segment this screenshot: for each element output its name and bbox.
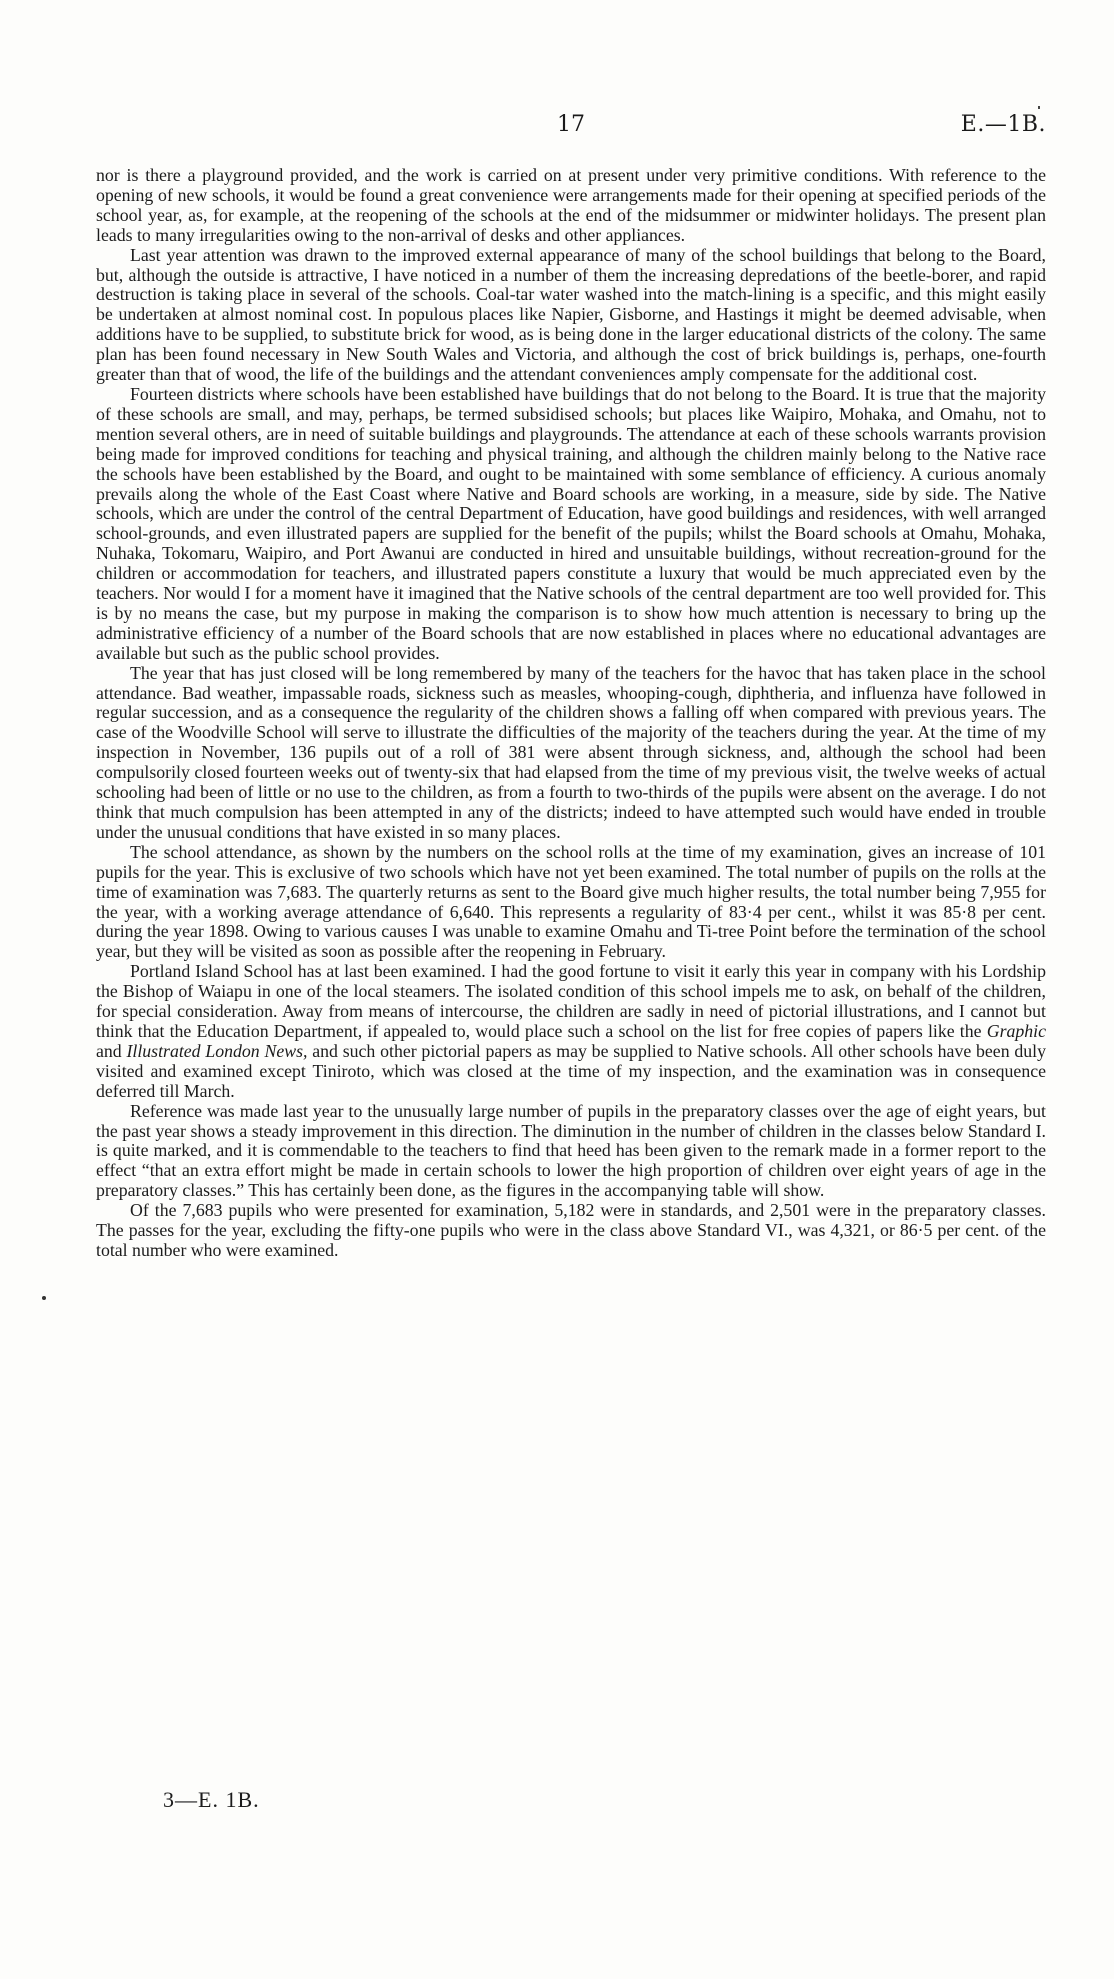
paragraph-text: Last year attention was drawn to the improved external appearance of many of the school buildings that belong to the Board, but, although the outside is attractive, I have noticed in a number of them the increasing depredations of the beetle-borer, and rapid destruction is taking place in several of the schools. Coal-tar water washed into the match-lining is a specific, and this might easily be undertaken at almost nominal cost. In populous places like Napier, Gisborne, and Hastings it might be deemed advisable, when additions have to be supplied, to substitute brick for wood, as is being done in the larger educational districts of the colony. The same plan has been found necessary in New South Wales and Victoria, and although the cost of brick buildings is, perhaps, one-fourth greater than that of wood, the life of the buildings and the attendant conveniences amply compensate for the additional cost. xyxy=(96,244,1046,385)
paragraph xyxy=(96,1102,1046,1202)
footer-signature: 3—E. 1B. xyxy=(163,1787,260,1812)
paragraph-text: and xyxy=(96,1040,127,1061)
paragraph-text: nor is there a playground provided, and the work is carried on at present under very primitive conditions. With reference to the opening of new schools, it would be found a great convenience were arrangements made for their opening at specified periods of the school year, as, for example, at the reopening of the schools at the end of the midsummer or midwinter holidays. The present plan leads to many irregularities owing to the non-arrival of desks and other appliances. xyxy=(96,165,1046,245)
page-number: 17 xyxy=(557,112,585,137)
paragraph-text: Fourteen districts where schools have been established have buildings that do not belong to the Board. It is true that the majority of these schools are small, and may, perhaps, be termed subsidised schools; but places like Waipiro, Mohaka, and Omahu, not to mention several others, are in need of suitable buildings and playgrounds. The attendance at each of these schools warrants provision being made for improved conditions for teaching and physical training, and although the children mainly belong to the Native race the schools have been established by the Board, and ought to be maintained with some semblance of efficiency. A curious anomaly prevails along the whole of the East Coast where Native and Board schools are working, in a measure, side by side. The Native schools, which are under the control of the central Department of Education, have good buildings and residences, with well arranged school-grounds, and even illustrated papers are supplied for the benefit of the pupils; whilst the Board schools at Omahu, Mohaka, Nuhaka, Tokomaru, Waipiro, and Port Awanui are conducted in hired and unsuitable buildings, without recreation-ground for the children or accommodation for teachers, and illustrated papers constitute a luxury that would be much appreciated even by the teachers. Nor would I for a moment have it imagined that the Native schools of the central department are too well provided for. This is by no means the case, but my purpose in making the comparison is to show how much attention is necessary to bring up the administrative efficiency of a number of the Board schools that are now established in places where no educational advantages are available but such as the public school provides. xyxy=(96,383,1046,663)
paragraph-text: Reference was made last year to the unusually large number of pupils in the preparatory classes over the age of eight years, but the past year shows a steady improvement in this direction. The diminution in the number of children in the classes below Standard I. is quite marked, and it is commendable to the teachers to find that heed has been given to the remark made in a former report to the effect “that an extra effort might be made in certain schools to lower the high proportion of children over eight years of age in the preparatory classes.” This has certainly been done, as the figures in the accompanying table will show. xyxy=(96,1100,1046,1201)
paragraph-text: The school attendance, as shown by the numbers on the school rolls at the time of my examination, gives an increase of 101 pupils for the year. This is exclusive of two schools which have not yet been examined. The total number of pupils on the rolls at the time of examination was 7,683. The quarterly returns as sent to the Board give much higher results, the total number being 7,955 for the year, with a working average attendance of 6,640. This represents a regularity of 83·4 per cent., whilst it was 85·8 per cent. during the year 1898. Owing to various causes I was unable to examine Omahu and Ti-tree Point before the termination of the school year, but they will be visited as soon as possible after the reopening in February. xyxy=(96,841,1046,962)
body-text xyxy=(96,166,1046,1261)
italic-title: Graphic xyxy=(986,1020,1046,1041)
paragraph xyxy=(96,962,1046,1101)
paragraph xyxy=(96,246,1046,385)
paragraph xyxy=(96,664,1046,843)
page-header xyxy=(96,112,1046,142)
scan-mark xyxy=(1038,106,1040,109)
paragraph xyxy=(96,843,1046,962)
paragraph-text: Of the 7,683 pupils who were presented for examination, 5,182 were in standards, and 2,501 were in the preparatory classes. The passes for the year, excluding the fifty-one pupils who were in the class above Standard VI., was 4,321, or 86·5 per cent. of the total number who were examined. xyxy=(96,1200,1046,1260)
report-code: E.—1B. xyxy=(960,112,1046,137)
margin-mark xyxy=(42,1296,46,1300)
paragraph xyxy=(96,166,1046,246)
paragraph xyxy=(96,385,1046,664)
paragraph-text: The year that has just closed will be long remembered by many of the teachers for the havoc that has taken place in the school attendance. Bad weather, impassable roads, sickness such as measles, whooping-cough, diphtheria, and influenza have followed in regular succession, and as a consequence the regularity of the children shows a falling off when compared with previous years. The case of the Woodville School will serve to illustrate the difficulties of the majority of the teachers during the year. At the time of my inspection in November, 136 pupils out of a roll of 381 were absent through sickness, and, although the school had been compulsorily closed fourteen weeks out of twenty-six that had elapsed from the time of my previous visit, the twelve weeks of actual schooling had been of little or no use to the children, as from a fourth to two-thirds of the pupils were absent on the average. I do not think that much compulsion has been attempted in any of the districts; indeed to have attempted such would have ended in trouble under the unusual conditions that have existed in so many places. xyxy=(96,662,1046,842)
paragraph-text: Portland Island School has at last been examined. I had the good fortune to visit it early this year in company with his Lordship the Bishop of Waiapu in one of the local steamers. The isolated condition of this school impels me to ask, on behalf of the children, for special consideration. Away from means of intercourse, the children are sadly in need of pictorial illustrations, and I cannot but think that the Education Department, if appealed to, would place such a school on the list for free copies of papers like the xyxy=(96,961,1046,1041)
italic-title: Illustrated London News, xyxy=(126,1040,308,1061)
paragraph xyxy=(96,1201,1046,1261)
paragraph-text: and such other pictorial papers as may be supplied to Native schools. All other schools have been duly visited and examined except Tiniroto, which was closed at the time of my inspection, and the examination was in consequence deferred till March. xyxy=(96,1040,1046,1101)
